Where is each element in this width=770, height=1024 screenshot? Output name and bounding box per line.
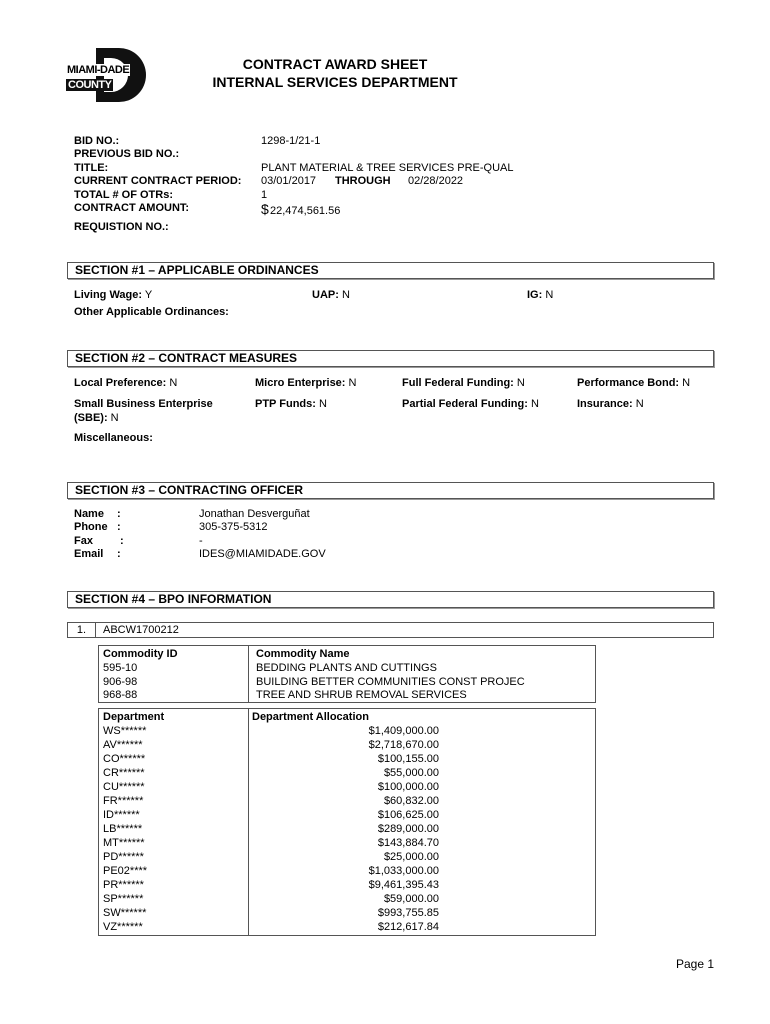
department-allocation: $106,625.00 (377, 809, 439, 821)
ptp-funds-value: N (318, 398, 327, 410)
title-label: TITLE: (74, 162, 109, 174)
department-code: PR****** (103, 879, 144, 891)
department-allocation: $55,000.00 (383, 767, 439, 779)
micro-enterprise (255, 377, 356, 389)
section-4-header (67, 591, 714, 608)
department-allocation: $59,000.00 (383, 893, 439, 905)
other-ordinances-label: Other Applicable Ordinances: (74, 306, 229, 318)
department-allocation: $1,409,000.00 (368, 725, 439, 737)
commodity-id: 968-88 (103, 689, 138, 701)
logo-text-line2: COUNTY (68, 79, 112, 91)
insurance (577, 398, 644, 410)
bpo-item-number: 1. (68, 623, 96, 637)
performance-bond-label: Performance Bond: (577, 377, 680, 389)
page-subtitle: INTERNAL SERVICES DEPARTMENT (212, 74, 458, 90)
officer-fax-colon: : (120, 535, 124, 547)
partial-federal-funding-label: Partial Federal Funding: (402, 398, 528, 410)
section-2-header (67, 350, 714, 367)
previous-bid-label: PREVIOUS BID NO.: (74, 148, 180, 160)
ig (527, 289, 553, 301)
commodity-column-divider (248, 646, 249, 702)
department-code: LB****** (103, 823, 143, 835)
bpo-row (67, 622, 714, 638)
department-code: SP****** (103, 893, 144, 905)
department-code: WS****** (103, 725, 147, 737)
officer-email-value: IDES@MIAMIDADE.GOV (199, 548, 326, 560)
department-code: CR****** (103, 767, 145, 779)
uap-label: UAP: (312, 289, 339, 301)
officer-name-value: Jonathan Desverguñat (199, 508, 310, 520)
officer-fax-value: - (199, 535, 203, 547)
department-allocation: $25,000.00 (383, 851, 439, 863)
commodity-table (98, 645, 596, 703)
page-number: Page 1 (676, 957, 715, 971)
department-allocation: $289,000.00 (377, 823, 439, 835)
insurance-label: Insurance: (577, 398, 633, 410)
sbe-label-line1: Small Business Enterprise (74, 398, 213, 410)
micro-enterprise-label: Micro Enterprise: (255, 377, 346, 389)
section-1-title: SECTION #1 – APPLICABLE ORDINANCES (75, 263, 319, 277)
commodity-name: BEDDING PLANTS AND CUTTINGS (256, 662, 437, 674)
officer-phone-label: Phone (74, 521, 108, 533)
department-code: CO****** (103, 753, 146, 765)
sbe-label-line2: (SBE): (74, 412, 108, 424)
miami-dade-county-logo (66, 48, 148, 104)
department-allocation: $2,718,670.00 (368, 739, 439, 751)
living-wage-value: Y (144, 289, 153, 301)
department-allocation: $993,755.85 (377, 907, 439, 919)
uap (312, 289, 350, 301)
ig-value: N (545, 289, 554, 301)
department-header: Department (103, 711, 165, 723)
performance-bond-value: N (682, 377, 691, 389)
officer-email-label: Email (74, 548, 104, 560)
section-2-title: SECTION #2 – CONTRACT MEASURES (75, 351, 298, 365)
period-start: 03/01/2017 (261, 175, 317, 187)
department-allocation-table (98, 708, 596, 936)
bpo-number: ABCW1700212 (103, 624, 179, 636)
department-allocation: $1,033,000.00 (368, 865, 439, 877)
department-allocation: $143,884.70 (377, 837, 439, 849)
department-code: SW****** (103, 907, 147, 919)
officer-fax-label: Fax (74, 535, 93, 547)
micro-enterprise-value: N (348, 377, 357, 389)
title-value: PLANT MATERIAL & TREE SERVICES PRE-QUAL (261, 162, 514, 174)
contract-amount-sign: $ (261, 201, 269, 217)
total-otrs-value: 1 (261, 189, 268, 201)
section-3-header (67, 482, 714, 499)
requisition-label: REQUISTION NO.: (74, 221, 169, 233)
local-preference (74, 377, 177, 389)
contract-amount-value: 22,474,561.56 (270, 205, 341, 217)
total-otrs-label: TOTAL # OF OTRs: (74, 189, 174, 201)
department-allocation: $9,461,395.43 (368, 879, 439, 891)
department-code: CU****** (103, 781, 145, 793)
local-preference-value: N (169, 377, 178, 389)
full-federal-funding-value: N (516, 377, 525, 389)
section-1-header (67, 262, 714, 279)
uap-value: N (341, 289, 350, 301)
commodity-name-header: Commodity Name (256, 648, 350, 660)
commodity-name: TREE AND SHRUB REMOVAL SERVICES (256, 689, 467, 701)
partial-federal-funding (402, 398, 539, 410)
bid-no-value: 1298-1/21-1 (261, 135, 321, 147)
logo-text-line1: MIAMI-DADE (67, 64, 130, 76)
sbe-value: N (110, 412, 119, 424)
period-end: 02/28/2022 (408, 175, 464, 187)
commodity-id-header: Commodity ID (103, 648, 178, 660)
ptp-funds-label: PTP Funds: (255, 398, 316, 410)
ptp-funds (255, 398, 327, 410)
contract-period-label: CURRENT CONTRACT PERIOD: (74, 175, 242, 187)
department-code: VZ****** (103, 921, 143, 933)
ig-label: IG: (527, 289, 543, 301)
officer-name-label: Name (74, 508, 104, 520)
department-allocation: $60,832.00 (383, 795, 439, 807)
partial-federal-funding-value: N (530, 398, 539, 410)
living-wage (74, 289, 152, 301)
miscellaneous-label: Miscellaneous: (74, 432, 153, 444)
department-code: MT****** (103, 837, 145, 849)
section-4-title: SECTION #4 – BPO INFORMATION (75, 592, 272, 606)
department-code: PE02**** (103, 865, 148, 877)
insurance-value: N (635, 398, 644, 410)
full-federal-funding (402, 377, 525, 389)
officer-email-colon: : (117, 548, 121, 560)
department-code: ID****** (103, 809, 140, 821)
officer-phone-value: 305-375-5312 (199, 521, 268, 533)
living-wage-label: Living Wage: (74, 289, 143, 301)
department-code: PD****** (103, 851, 144, 863)
officer-name-colon: : (117, 508, 121, 520)
commodity-id: 595-10 (103, 662, 138, 674)
bid-no-label: BID NO.: (74, 135, 120, 147)
contract-amount-label: CONTRACT AMOUNT: (74, 202, 190, 214)
commodity-name: BUILDING BETTER COMMUNITIES CONST PROJEC (256, 675, 525, 688)
department-allocation: $100,155.00 (377, 753, 439, 765)
department-allocation: $212,617.84 (377, 921, 439, 933)
page-title: CONTRACT AWARD SHEET (242, 56, 428, 72)
through-label: THROUGH (335, 175, 391, 187)
section-3-title: SECTION #3 – CONTRACTING OFFICER (75, 483, 304, 497)
department-allocation: $100,000.00 (377, 781, 439, 793)
department-allocation-header: Department Allocation (252, 711, 369, 723)
officer-phone-colon: : (117, 521, 121, 533)
sbe (74, 412, 119, 424)
department-code: FR****** (103, 795, 144, 807)
department-code: AV****** (103, 739, 143, 751)
local-preference-label: Local Preference: (74, 377, 167, 389)
full-federal-funding-label: Full Federal Funding: (402, 377, 514, 389)
performance-bond (577, 377, 690, 389)
commodity-id: 906-98 (103, 675, 138, 688)
